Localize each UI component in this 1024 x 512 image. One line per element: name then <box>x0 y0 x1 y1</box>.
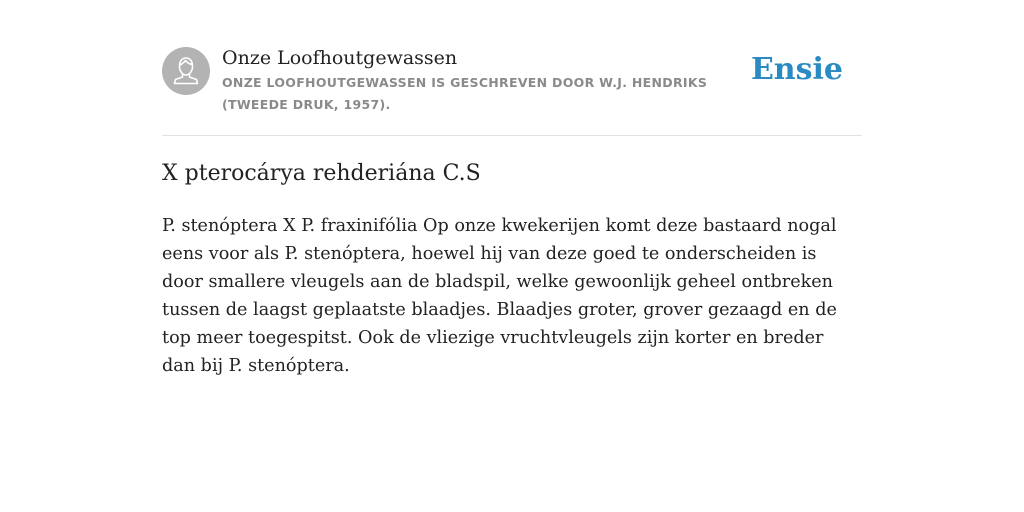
entry-title: X pterocárya rehderiána C.S <box>162 161 481 186</box>
source-header <box>162 46 862 136</box>
entry-body: P. stenóptera X P. fraxinifólia Op onze kwekerijen komt deze bastaard nogal eens voor als P. stenóptera, hoewel hij van deze goed te onderscheiden is door smallere vleugels aan de bladspil, welke gewoonlijk geheel ontbreken tussen de laagst geplaatste blaadjes. Blaadjes groter, grover gezaagd en de top meer toegespitst. Ook de vliezige vruchtvleugels zijn korter en breder dan bij P. stenóptera. <box>162 216 837 376</box>
source-title[interactable]: Onze Loofhoutgewassen <box>222 47 458 69</box>
ensie-logo[interactable]: Ensie <box>750 52 843 87</box>
user-silhouette-icon <box>162 47 210 95</box>
source-info <box>222 46 752 116</box>
source-description: ONZE LOOFHOUTGEWASSEN IS GESCHREVEN DOOR W.J. HENDRIKS (TWEEDE DRUK, 1957). <box>222 75 708 112</box>
source-avatar[interactable] <box>162 47 210 95</box>
